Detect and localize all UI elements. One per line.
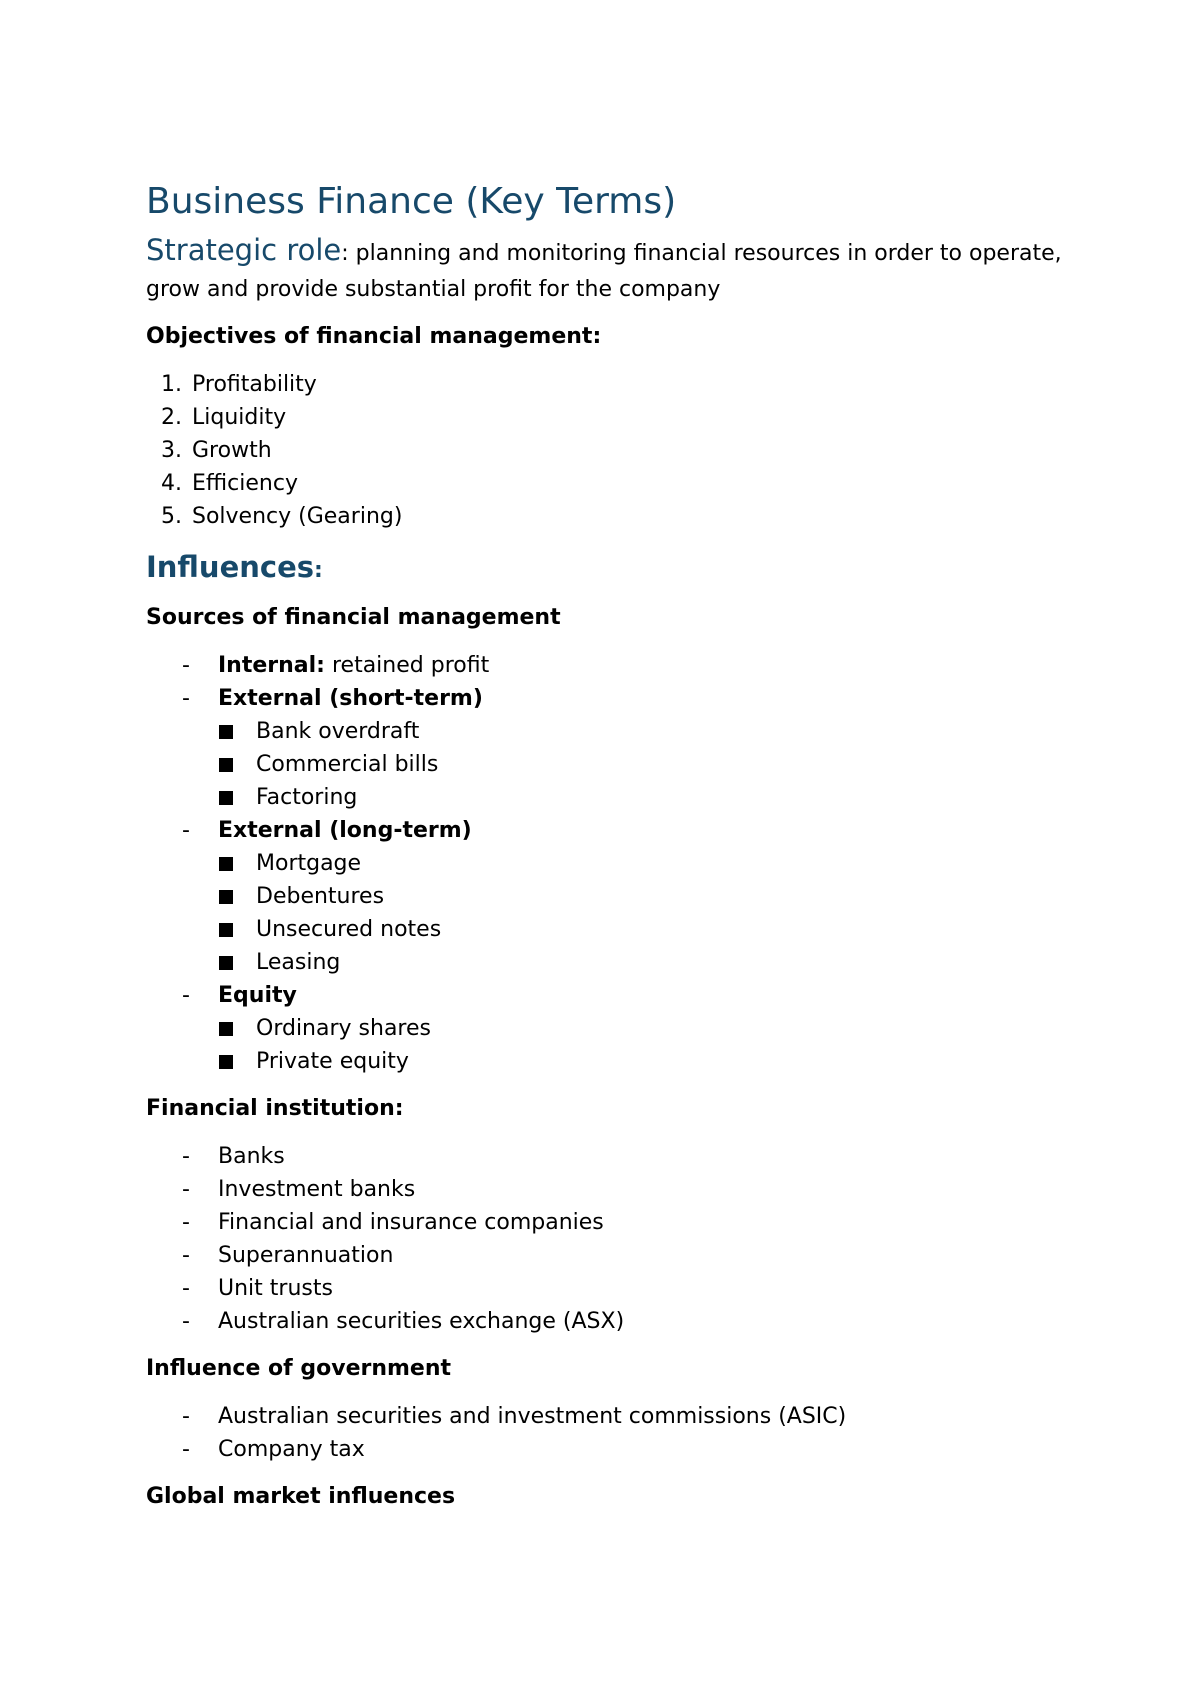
list-item: Bank overdraft <box>146 715 1066 748</box>
list-item: Commercial bills <box>146 748 1066 781</box>
objectives-heading: Objectives of financial management: <box>146 324 602 349</box>
dash-bullet: - <box>182 1276 190 1301</box>
institutions-list <box>146 1140 1066 1338</box>
global-heading: Global market influences <box>146 1484 456 1509</box>
dash-bullet: - <box>182 1144 190 1169</box>
list-item: Debentures <box>146 880 1066 913</box>
list-item: 2. Liquidity <box>161 405 287 430</box>
list-item: Ordinary shares <box>146 1012 1066 1045</box>
list-item: - Equity <box>146 979 1066 1012</box>
list-item: - Internal: retained profit <box>146 649 1066 682</box>
square-bullet-icon <box>219 890 233 904</box>
list-item: - Investment banks <box>146 1173 1066 1206</box>
list-item: Factoring <box>146 781 1066 814</box>
list-item: Mortgage <box>146 847 1066 880</box>
square-bullet-icon <box>219 758 233 772</box>
square-bullet-icon <box>219 791 233 805</box>
document-page <box>146 180 1066 1528</box>
government-heading: Influence of government <box>146 1356 452 1381</box>
dash-bullet: - <box>182 1243 190 1268</box>
dash-bullet: - <box>182 1309 190 1334</box>
strategic-role-definition: : planning and monitoring financial resources in order to operate, grow and provide substantial profit for the company <box>146 241 1062 302</box>
list-item: 5. Solvency (Gearing) <box>161 504 403 529</box>
sources-heading: Sources of financial management <box>146 605 561 630</box>
list-item: - External (short-term) <box>146 682 1066 715</box>
list-item: - Australian securities and investment commissions (ASIC) <box>146 1400 1066 1433</box>
list-item: Unsecured notes <box>146 913 1066 946</box>
institutions-heading: Financial institution: <box>146 1096 404 1121</box>
list-item: Private equity <box>146 1045 1066 1078</box>
list-item: - Unit trusts <box>146 1272 1066 1305</box>
list-item: - Superannuation <box>146 1239 1066 1272</box>
strategic-role-paragraph <box>146 232 1066 308</box>
strategic-role-term: Strategic role <box>146 233 342 267</box>
dash-bullet: - <box>182 1177 190 1202</box>
page-title: Business Finance (Key Terms) <box>146 181 677 222</box>
dash-bullet: - <box>182 653 190 678</box>
dash-bullet: - <box>182 686 190 711</box>
dash-bullet: - <box>182 1404 190 1429</box>
list-item: Leasing <box>146 946 1066 979</box>
government-list <box>146 1400 1066 1466</box>
square-bullet-icon <box>219 923 233 937</box>
list-item: 1. Profitability <box>161 372 317 397</box>
list-item: 3. Growth <box>161 438 272 463</box>
list-item: - External (long-term) <box>146 814 1066 847</box>
list-item: - Financial and insurance companies <box>146 1206 1066 1239</box>
square-bullet-icon <box>219 956 233 970</box>
dash-bullet: - <box>182 983 190 1008</box>
list-item: - Company tax <box>146 1433 1066 1466</box>
square-bullet-icon <box>219 1022 233 1036</box>
list-item: - Banks <box>146 1140 1066 1173</box>
list-item: 4. Efficiency <box>161 471 298 496</box>
sources-list <box>146 649 1066 1078</box>
dash-bullet: - <box>182 818 190 843</box>
square-bullet-icon <box>219 1055 233 1069</box>
objectives-list <box>146 368 1066 533</box>
square-bullet-icon <box>219 725 233 739</box>
list-item: - Australian securities exchange (ASX) <box>146 1305 1066 1338</box>
square-bullet-icon <box>219 857 233 871</box>
dash-bullet: - <box>182 1437 190 1462</box>
dash-bullet: - <box>182 1210 190 1235</box>
influences-heading: Influences: <box>146 550 323 584</box>
